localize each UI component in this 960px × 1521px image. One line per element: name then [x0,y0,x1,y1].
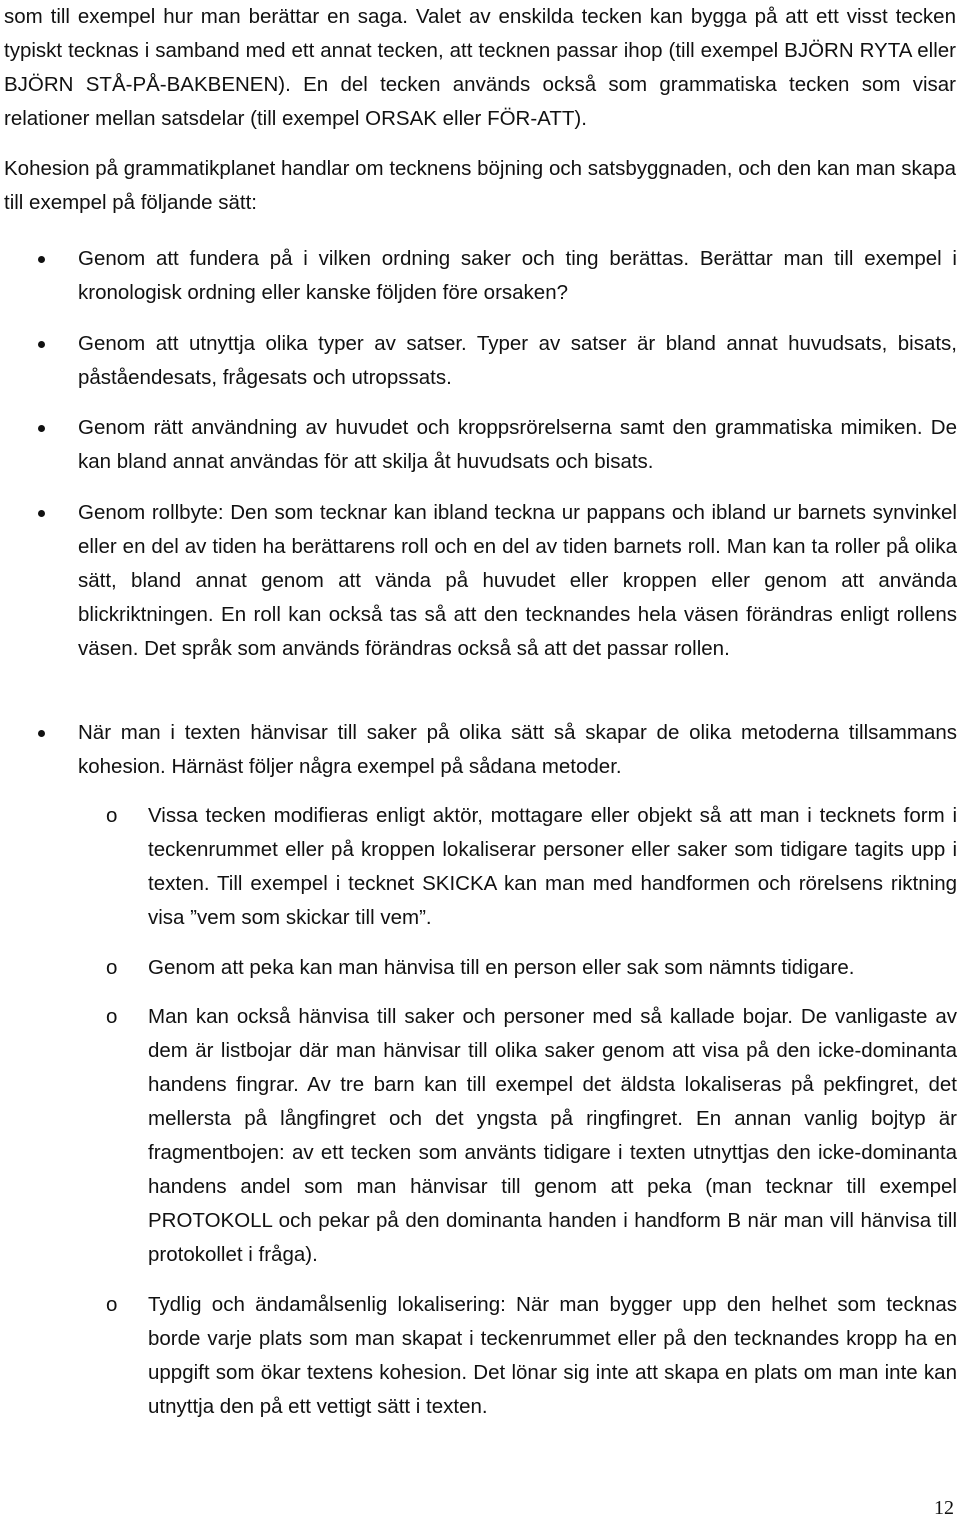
bullet-text: Genom att utnyttja olika typer av satser. Typer av satser är bland annat huvudsats, bisats, påståendesats, frågesats och utropssats. [78,332,957,389]
sub-item-text: Genom att peka kan man hänvisa till en person eller sak som nämnts tidigare. [148,956,855,979]
intro-paragraph: som till exempel hur man berättar en saga. Valet av enskilda tecken kan bygga på att ett visst tecken typiskt tecknas i samband med ett annat tecken, att tecknen passar ihop (till exempel BJÖRN RYTA eller BJÖRN STÅ-PÅ-BAKBENEN). En del tecken används också som grammatiska tecken som visar relationer mellan satsdelar (till exempel ORSAK eller FÖR-ATT). [4,5,956,130]
bullet-text: Genom rollbyte: Den som tecknar kan ibland teckna ur pappans och ibland ur barnets synvinkel eller en del av tiden ha berättarens roll och en del av tiden barnets roll. Man kan ta roller på olika sätt, bland annat genom att vända på huvudet eller kroppen eller genom att använda blickriktningen. En roll kan också tas så att den tecknandes hela väsen förändras enligt rollens väsen. Det språk som används förändras också så att det passar rollen. [78,501,957,660]
sub-item-text: Man kan också hänvisa till saker och personer med så kallade bojar. De vanligaste av dem är listbojar där man hänvisar till olika saker genom att visa på den icke-dominanta handens fingrar. Av tre barn kan till exempel det äldsta lokaliseras på pekfingret, det mellersta på långfingret och det yngsta på ringfingret. En annan vanlig bojtyp är fragmentbojen: av ett tecken som använts tidigare i texten utnyttjas den icke-dominanta handens andel som man hänvisar till genom att peka (man tecknar till exempel PROTOKOLL och pekar på den dominanta handen i handform B när man vill hänvisa till protokollet i fråga). [148,1005,957,1266]
bullet-dot-icon [38,341,45,348]
bullet-dot-icon [38,510,45,517]
kohesion-paragraph: Kohesion på grammatikplanet handlar om tecknens böjning och satsbyggnaden, och den kan man skapa till exempel på följande sätt: [4,157,956,214]
circle-bullet-icon: o [106,804,118,827]
bullet-dot-icon [38,730,45,737]
bullet-dot-icon [38,425,45,432]
bullet-text: Genom rätt användning av huvudet och kroppsrörelserna samt den grammatiska mimiken. De kan bland annat användas för att skilja åt huvudsats och bisats. [78,416,957,473]
circle-bullet-icon: o [106,1293,118,1316]
page-number: 12 [934,1497,954,1519]
bullet-text: Genom att fundera på i vilken ordning saker och ting berättas. Berättar man till exempel i kronologisk ordning eller kanske följden före orsaken? [78,247,957,304]
bullet-dot-icon [38,256,45,263]
circle-bullet-icon: o [106,956,118,979]
sub-item-text: Vissa tecken modifieras enligt aktör, mottagare eller objekt så att man i tecknets form i teckenrummet eller på kroppen lokaliserar personer eller saker som tidigare tagits upp i texten. Till exempel i tecknet SKICKA kan man med handformen och rörelsens riktning visa ”vem som skickar till vem”. [148,804,957,929]
sub-item-text: Tydlig och ändamålsenlig lokalisering: När man bygger upp den helhet som tecknas borde varje plats som man skapat i teckenrummet eller på den tecknandes kropp ha en uppgift som ökar textens kohesion. Det lönar sig inte att skapa en plats om man inte kan utnyttja den på ett vettigt sätt i texten. [148,1293,957,1418]
circle-bullet-icon: o [106,1005,118,1028]
bullet-text: När man i texten hänvisar till saker på olika sätt så skapar de olika metoderna tillsammans kohesion. Härnäst följer några exempel på sådana metoder. [78,721,957,778]
